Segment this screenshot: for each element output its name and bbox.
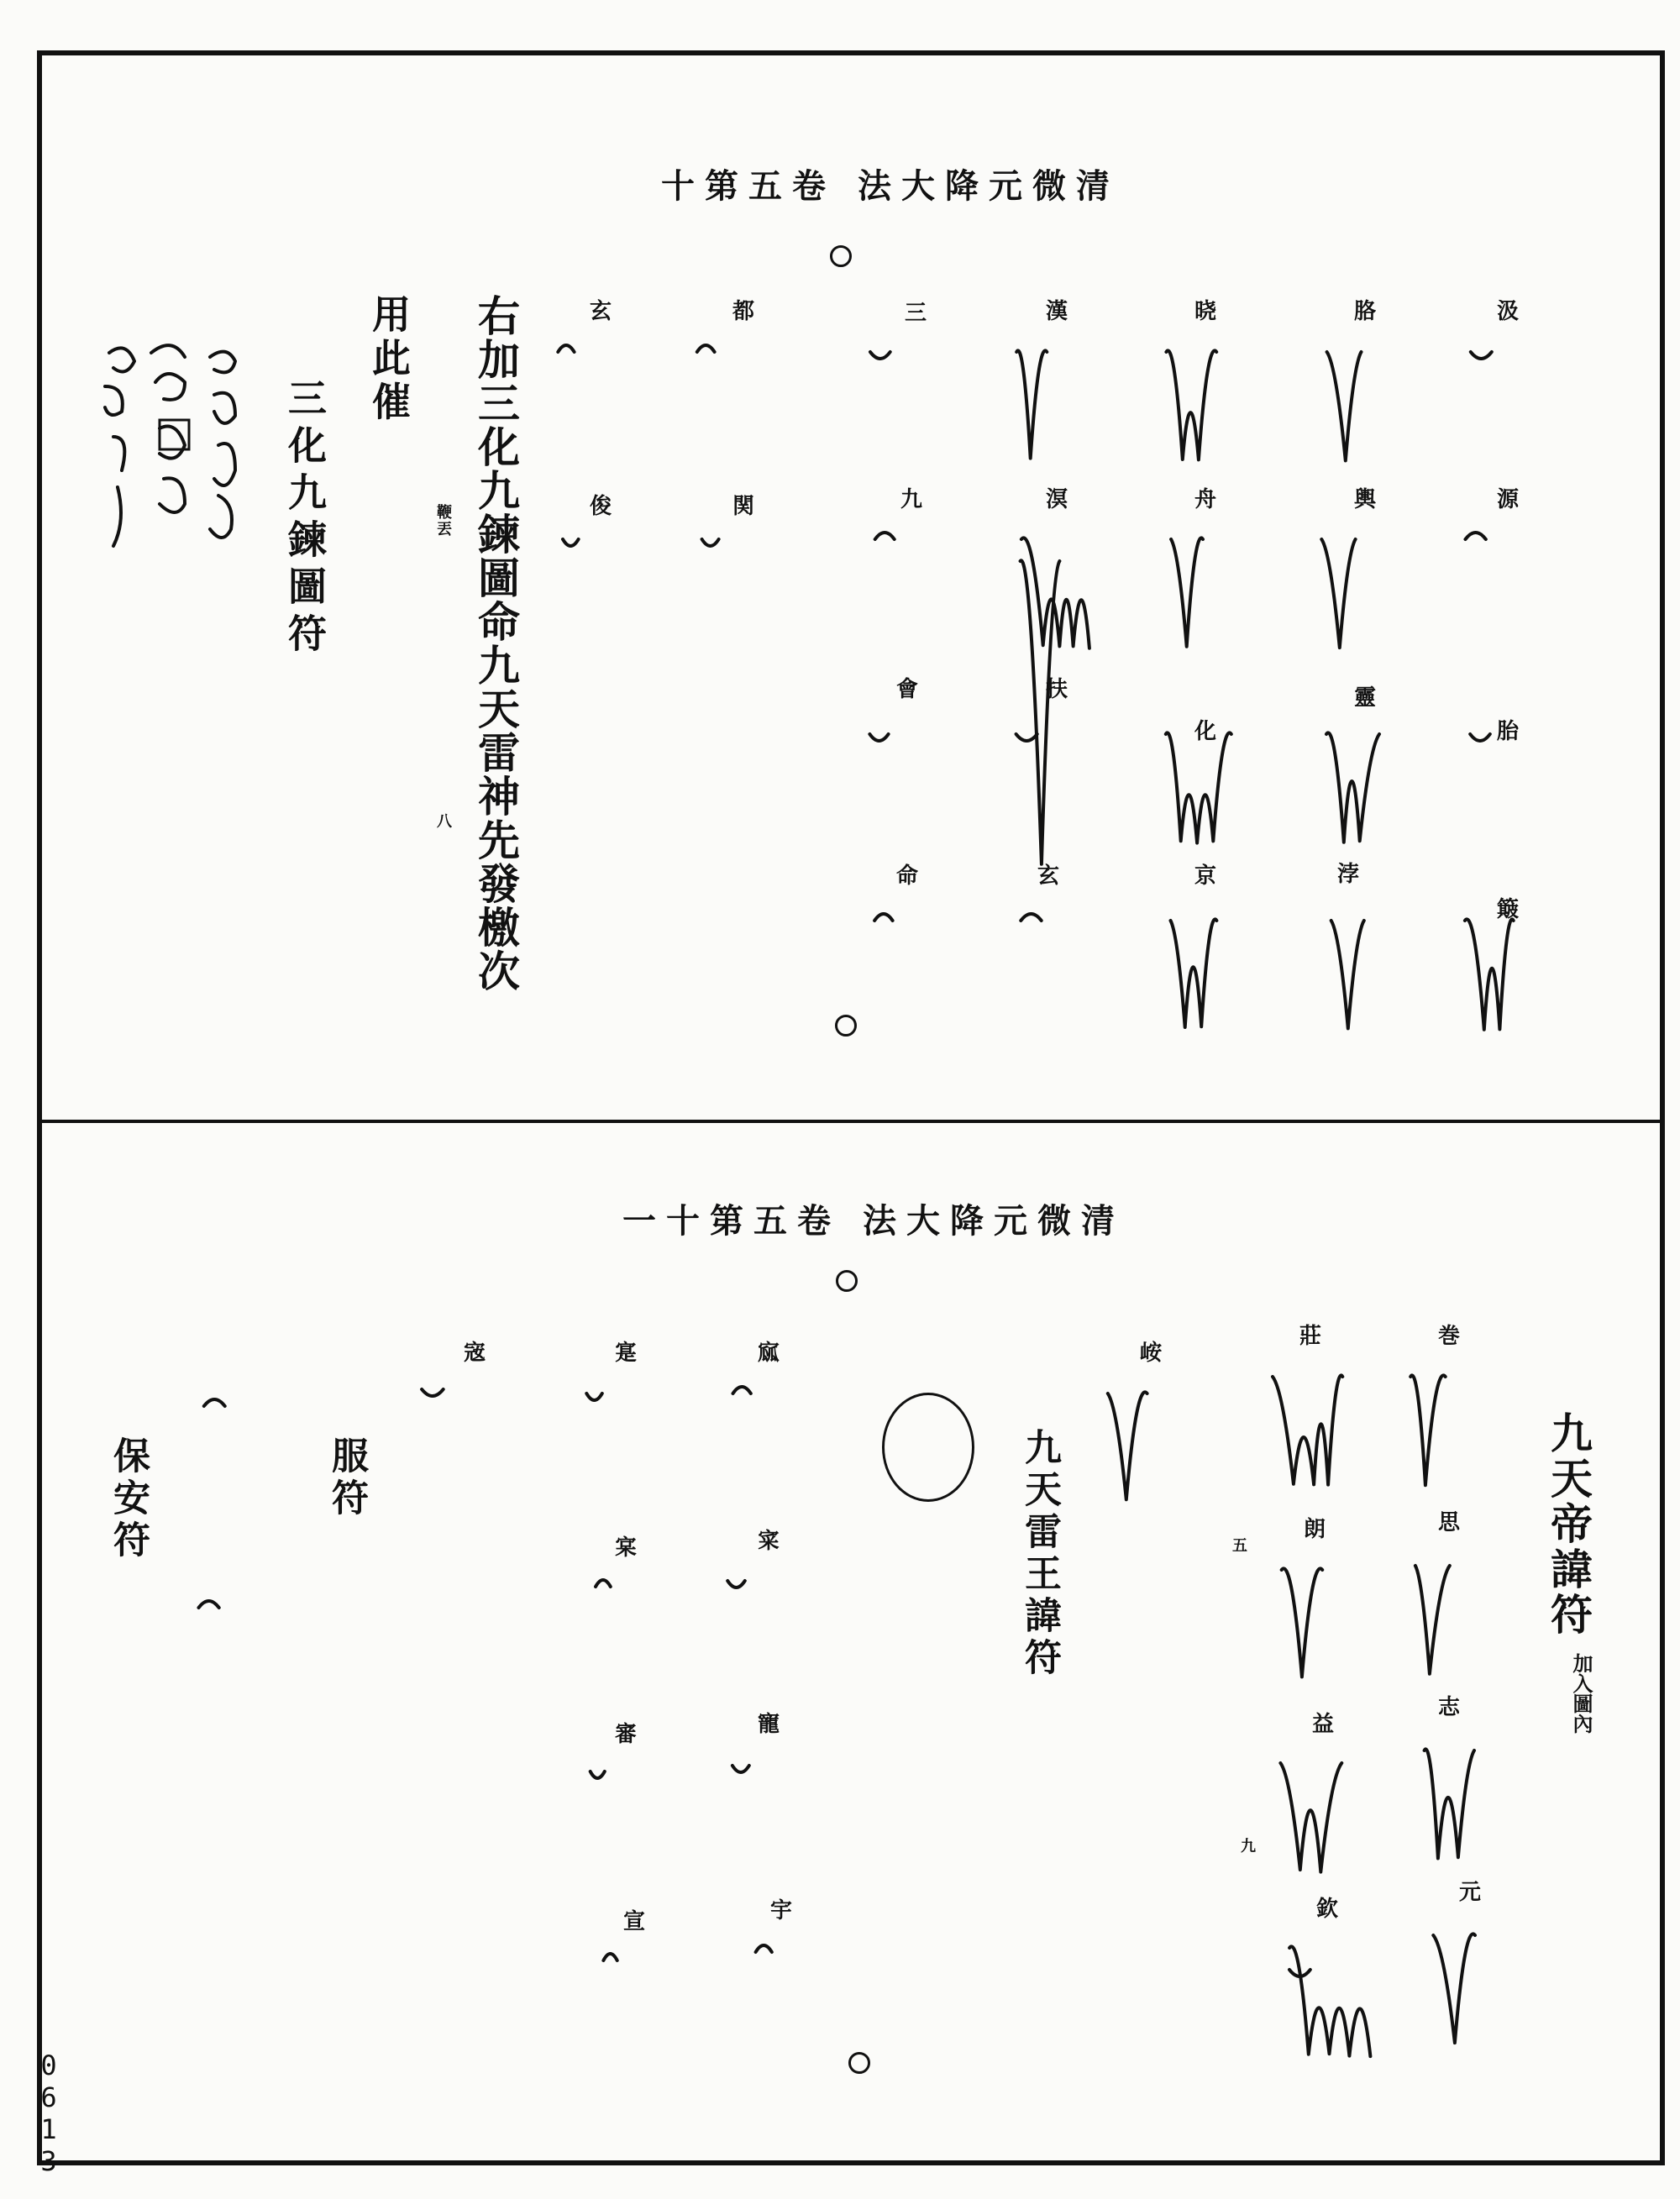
note-ba: 八 xyxy=(434,813,452,828)
talisman-label: 審 xyxy=(614,1722,638,1747)
note-chars: 鞭 xyxy=(434,504,452,519)
talisman-glyph xyxy=(1006,332,1107,458)
talisman-glyph xyxy=(1415,1730,1516,1856)
talisman-label: 宇 xyxy=(769,1898,793,1923)
talisman-label: 寔 xyxy=(614,1341,638,1366)
talisman-glyph xyxy=(189,1386,290,1512)
talisman-label: 寀 xyxy=(757,1529,780,1554)
talisman-glyph xyxy=(1006,519,1107,645)
talisman-glyph xyxy=(1155,519,1256,645)
talisman-label: 胎 xyxy=(1496,719,1520,744)
talisman-label: 溟 xyxy=(1045,487,1068,512)
talisman-label: 宼 xyxy=(463,1341,486,1366)
top-title: 三化九鍊圖符 xyxy=(282,378,328,660)
talisman-glyph xyxy=(588,1940,689,2066)
talisman-label: 簸 xyxy=(1496,897,1520,922)
talisman-glyph xyxy=(1315,900,1415,1026)
fu-text: 服符 xyxy=(325,1436,368,1520)
talisman-label: 都 xyxy=(732,299,755,324)
large-circle xyxy=(882,1393,974,1502)
binding-hole-bottom-2 xyxy=(848,2052,870,2074)
talisman-glyph xyxy=(1155,900,1256,1026)
talisman-glyph xyxy=(1264,1357,1365,1483)
talisman-label: 漢 xyxy=(1045,299,1068,324)
talisman-glyph xyxy=(580,1751,680,1877)
talisman-glyph xyxy=(1315,519,1415,645)
binding-hole-bottom-1 xyxy=(836,1270,858,1292)
talisman-label: 京 xyxy=(1194,863,1217,889)
talisman-label: 巻 xyxy=(1437,1324,1461,1349)
talisman-glyph xyxy=(1401,1357,1502,1483)
talisman-glyph xyxy=(689,519,790,645)
talisman-label: 玄 xyxy=(589,299,612,324)
talisman-label: 俊 xyxy=(589,494,612,519)
bao-an-title: 保安符 xyxy=(107,1436,150,1562)
talisman-label: 胳 xyxy=(1353,299,1377,324)
talisman-glyph xyxy=(721,1745,822,1871)
use-text: 用此催 xyxy=(366,294,412,425)
talisman-glyph xyxy=(861,714,962,840)
talisman-label: 三 xyxy=(904,301,927,326)
talisman-glyph xyxy=(1315,714,1415,840)
talisman-glyph xyxy=(1155,332,1256,458)
page-number: 0613 xyxy=(40,2049,57,2177)
talisman-label: 関 xyxy=(732,494,755,519)
talisman-label: 浡 xyxy=(1336,862,1360,887)
talisman-label: 寙 xyxy=(757,1341,780,1366)
talisman-label: 莊 xyxy=(1299,1324,1322,1349)
talisman-glyph xyxy=(1006,900,1107,1026)
talisman-glyph xyxy=(550,332,651,458)
talisman-label: 峖 xyxy=(1139,1341,1163,1366)
bottom-running-header: 一十第五卷 法大降元微清 xyxy=(622,1201,1125,1241)
talisman-glyph xyxy=(1457,519,1558,645)
talisman-label: 益 xyxy=(1311,1712,1335,1737)
talisman-label: 靈 xyxy=(1353,685,1377,711)
talisman-label: 元 xyxy=(1458,1880,1482,1905)
talisman-glyph xyxy=(861,519,962,645)
talisman-label: 輿 xyxy=(1353,487,1377,512)
talisman-label: 寵 xyxy=(757,1712,780,1737)
talisman-glyph xyxy=(1100,1373,1201,1499)
talisman-label: 思 xyxy=(1437,1510,1461,1535)
talisman-glyph xyxy=(1268,1550,1369,1676)
king-title: 九天雷王諱符 xyxy=(1018,1428,1061,1680)
talisman-glyph xyxy=(575,1373,676,1499)
small-jiu: 九 xyxy=(1238,1838,1256,1853)
talisman-glyph xyxy=(721,1373,822,1499)
three-transform-talisman xyxy=(92,336,260,588)
emperor-note: 加入圖內 xyxy=(1569,1653,1593,1734)
talisman-glyph xyxy=(1401,1546,1502,1672)
talisman-label: 汲 xyxy=(1496,299,1520,324)
talisman-glyph xyxy=(1273,1743,1373,1869)
talisman-glyph xyxy=(580,1567,680,1693)
talisman-label: 欽 xyxy=(1315,1897,1339,1922)
talisman-label: 九 xyxy=(900,487,923,512)
talisman-label: 玄 xyxy=(1037,863,1060,889)
section-divider xyxy=(37,1120,1665,1123)
talisman-glyph xyxy=(1457,897,1558,1026)
talisman-label: 宲 xyxy=(614,1535,638,1561)
talisman-glyph xyxy=(721,1561,822,1687)
talisman-glyph xyxy=(861,332,962,458)
binding-hole-top-1 xyxy=(830,245,852,267)
talisman-label: 朗 xyxy=(1303,1517,1326,1542)
talisman-glyph xyxy=(1420,1915,1520,2041)
talisman-label: 化 xyxy=(1194,719,1217,744)
small-wu: 五 xyxy=(1230,1537,1247,1552)
talisman-glyph xyxy=(1457,332,1558,458)
talisman-glyph xyxy=(689,332,790,458)
talisman-label: 源 xyxy=(1496,487,1520,512)
talisman-glyph xyxy=(739,1932,840,2058)
talisman-glyph xyxy=(1006,714,1107,840)
talisman-label: 命 xyxy=(895,863,919,889)
talisman-glyph xyxy=(1277,1928,1378,2054)
emperor-title: 九天帝諱符 xyxy=(1544,1411,1593,1638)
talisman-glyph xyxy=(1315,332,1415,458)
note-chars: 丟 xyxy=(434,521,452,536)
talisman-label: 晓 xyxy=(1194,299,1217,324)
talisman-glyph xyxy=(1155,714,1256,840)
talisman-glyph xyxy=(412,1369,512,1495)
binding-hole-top-2 xyxy=(835,1015,857,1037)
talisman-glyph xyxy=(189,1588,290,1714)
talisman-glyph xyxy=(550,519,651,645)
talisman-label: 宣 xyxy=(622,1909,646,1934)
talisman-label: 扶 xyxy=(1045,677,1068,702)
talisman-glyph xyxy=(861,900,962,1026)
talisman-glyph xyxy=(1457,714,1558,840)
talisman-label: 志 xyxy=(1437,1695,1461,1720)
talisman-label: 舟 xyxy=(1194,487,1217,512)
top-running-header: 十第五卷 法大降元微清 xyxy=(661,166,1120,206)
top-instruction-text: 右加三化九鍊圖命九天雷神先發檄次 xyxy=(471,294,521,993)
talisman-label: 會 xyxy=(895,677,919,702)
